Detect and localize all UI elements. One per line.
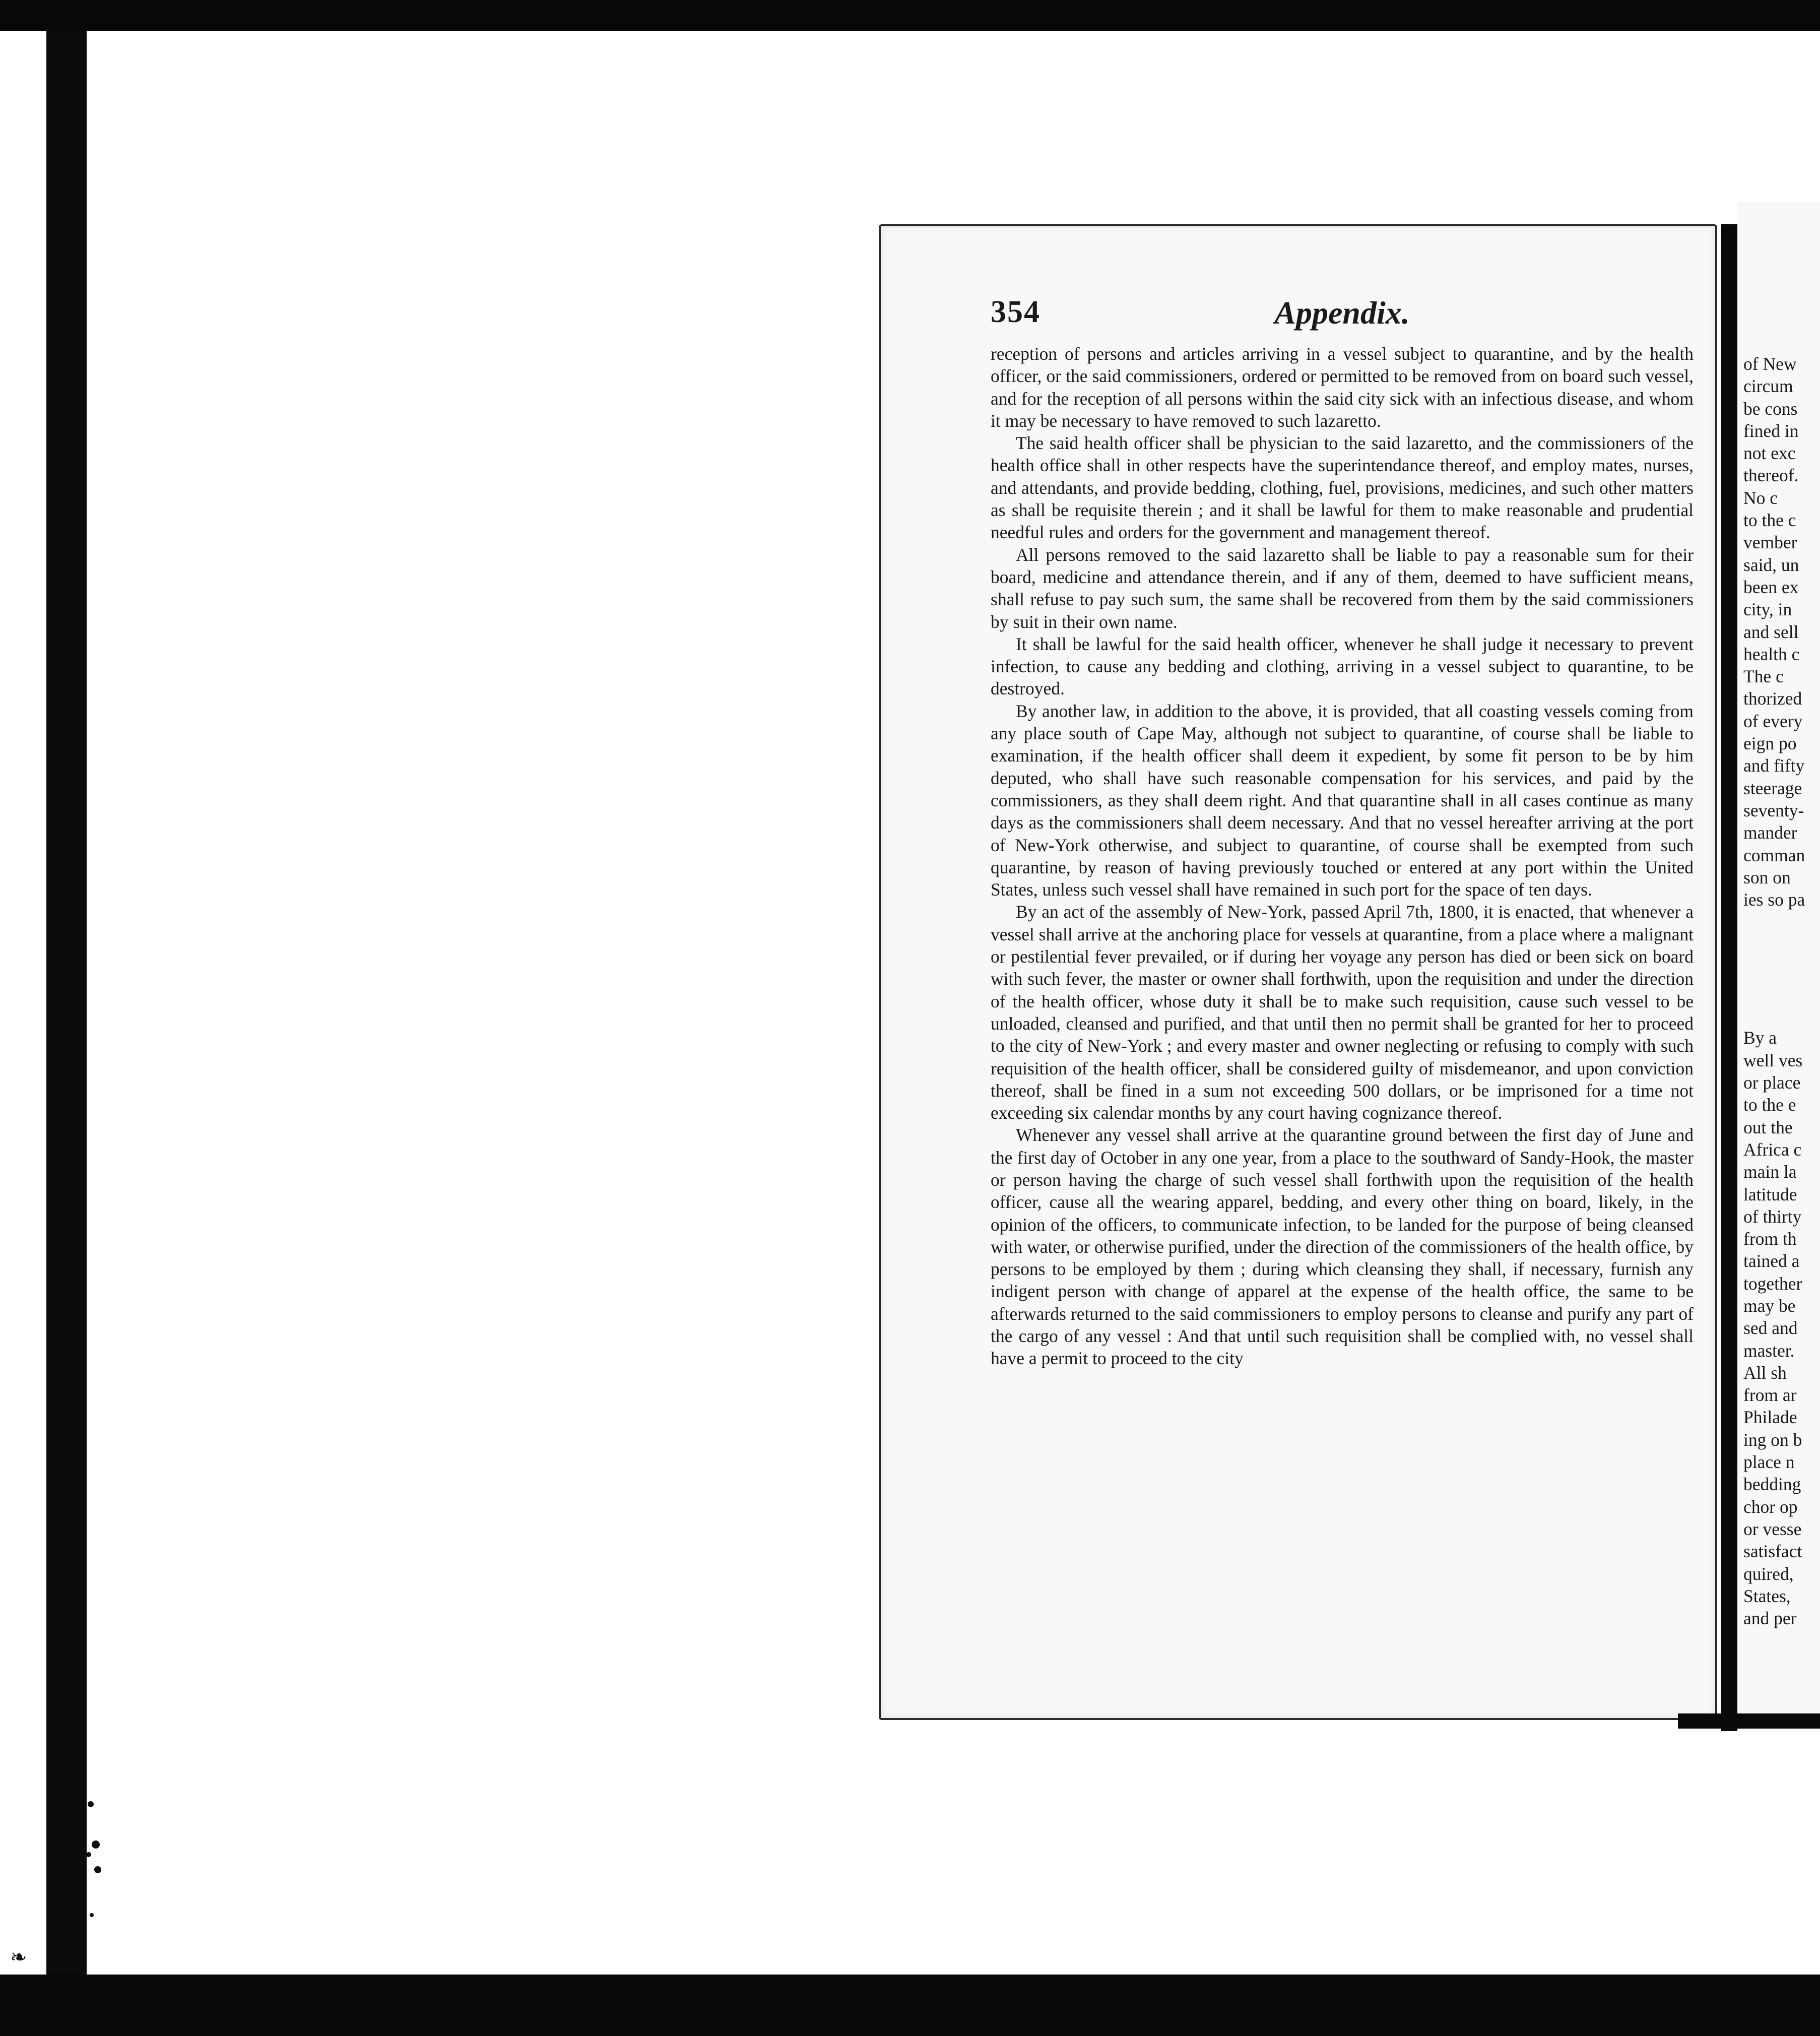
scan-margin-left — [0, 31, 46, 1975]
next-page-line: Philade — [1743, 1407, 1797, 1428]
paragraph: By another law, in addition to the above, it is provided, that all coasting vessels coming from any place south of Cape May, although not subject to quarantine, of course shall be liable to examination, if the health officer shall deem it expedient, by some fit person to be by him deputed, who shall have such reasonable compensation for his services, and paid by the commissioners, as they shall deem right. And that quarantine shall in all cases continue as many days as the commissioners shall deem necessary. And that no vessel hereafter arriving at the port of New-York otherwise, and subject to quarantine, of course shall be exempted from such quarantine, by reason of having previously touched or entered at any port within the United States, unless such vessel shall have remained in such port for the space of ten days. — [991, 701, 1694, 900]
next-page-line: sed and — [1743, 1318, 1798, 1339]
scan-border-bottom — [0, 1975, 1820, 2036]
next-page-line: to the c — [1743, 510, 1796, 531]
next-page-line: circum — [1743, 376, 1793, 397]
next-page-line: not exc — [1743, 443, 1796, 464]
next-page-line: and per — [1743, 1608, 1797, 1629]
next-page-line: fined in — [1743, 420, 1799, 441]
next-page-line: of New — [1743, 354, 1797, 374]
next-page-line: of every — [1743, 711, 1803, 731]
book-page-left — [879, 224, 1717, 1720]
page-content — [991, 294, 1694, 1690]
next-page-line: son on — [1743, 867, 1791, 887]
book-spine — [1721, 224, 1737, 1731]
corner-glyph: ❧ — [10, 1946, 27, 1968]
next-page-line: together — [1743, 1273, 1802, 1294]
next-page-line: mander — [1743, 822, 1797, 843]
next-page-line: from th — [1743, 1229, 1797, 1249]
paragraph: reception of persons and articles arriving in a vessel subject to quarantine, and by the health officer, or the said commissioners, ordered or permitted to be removed from on board such vessel, and for the reception of all persons within the said city sick with an infectious disease, and whom it may be necessary to have removed to such lazaretto. — [991, 344, 1694, 431]
next-page-line: from ar — [1743, 1385, 1797, 1406]
next-page-text — [1743, 353, 1820, 1629]
book-spine-foot — [1678, 1713, 1820, 1729]
paragraph: By an act of the assembly of New-York, passed April 7th, 1800, it is enacted, that whenever a vessel shall arrive at the anchoring place for vessels at quarantine, from a place where a malignant or pestilential fever prevailed, or if during her voyage any person has died or been sick on board with such fever, the master or owner shall forthwith, upon the requisition and under the direction of the health officer, whose duty it shall be to make such requisition, cause such vessel to be unloaded, cleansed and purified, and that until then no permit shall be granted for her to proceed to the city of New-York ; and every master and owner neglecting or refusing to comply with such requisition of the health officer, shall be considered guilty of misdemeanor, and upon conviction thereof, shall be fined in a sum not exceeding 500 dollars, or be imprisoned for a time not exceeding six calendar months by any court having cognizance thereof. — [991, 902, 1694, 1123]
running-title: Appendix. — [1274, 295, 1410, 331]
next-page-line: master. — [1743, 1340, 1795, 1361]
book-page-right-partial — [1737, 202, 1820, 1713]
paragraph: Whenever any vessel shall arrive at the quarantine ground between the first day of June and the first day of October in any one year, from a place to the southward of Sandy-Hook, the master or person having the charge of such vessel shall forthwith upon the requisition of the health officer, cause all the wearing apparel, bedding, and every other thing on board, likely, in the opinion of the officers, to communicate infection, to be landed for the purpose of being cleansed with water, or otherwise purified, under the direction of the commissioners of the health office, by persons to be employed by them ; during which cleansing they shall, if necessary, furnish any indigent person with change of apparel at the expense of the health office, the same to be afterwards returned to the said commissioners to employ persons to cleanse and purify any part of the cargo of any vessel : And that until such requisition shall be complied with, no vessel shall have a permit to proceed to the city — [991, 1125, 1694, 1369]
next-page-line: ies so pa — [1743, 889, 1805, 910]
next-page-line: well ves — [1743, 1050, 1803, 1070]
next-page-line: and fifty — [1743, 755, 1805, 776]
next-page-line — [1743, 911, 1820, 1027]
body-text — [991, 343, 1694, 1370]
next-page-line: latitude — [1743, 1184, 1797, 1204]
next-page-line: of thirty — [1743, 1206, 1802, 1227]
paragraph: All persons removed to the said lazaretto shall be liable to pay a reasonable sum for their board, medicine and attendance therein, and if any of them, deemed to have sufficient means, shall refuse to pay such sum, the same shall be recovered from them by the said commissioners by suit in their own name. — [991, 544, 1694, 632]
next-page-line: to the e — [1743, 1095, 1796, 1115]
next-page-line: place n — [1743, 1452, 1795, 1473]
next-page-line: and sell — [1743, 621, 1799, 642]
next-page-line: quired, — [1743, 1563, 1794, 1584]
next-page-line: chor op — [1743, 1496, 1798, 1517]
next-page-line: No c — [1743, 487, 1778, 508]
page-header — [991, 294, 1694, 343]
next-page-line: bedding — [1743, 1474, 1801, 1495]
next-page-line: By a — [1743, 1028, 1777, 1048]
next-page-line: steerage — [1743, 778, 1802, 798]
next-page-line: been ex — [1743, 577, 1799, 597]
paragraph: It shall be lawful for the said health officer, whenever he shall judge it necessary to prevent infection, to cause any bedding and clothing, arriving in a vessel subject to quarantine, to be destroyed. — [991, 633, 1694, 699]
next-page-line: thorized — [1743, 688, 1802, 709]
scan-border-top — [0, 0, 1820, 31]
page-number: 354 — [991, 295, 1041, 329]
next-page-line: States, — [1743, 1585, 1791, 1606]
next-page-line: health c — [1743, 644, 1800, 664]
next-page-line: vember — [1743, 532, 1797, 553]
next-page-line: city, in — [1743, 599, 1792, 620]
next-page-line: be cons — [1743, 398, 1798, 419]
next-page-line: satisfact — [1743, 1541, 1802, 1562]
next-page-line: ing on b — [1743, 1429, 1802, 1450]
next-page-line: comman — [1743, 845, 1805, 865]
next-page-line: main la — [1743, 1162, 1797, 1182]
next-page-line: out the — [1743, 1117, 1793, 1137]
next-page-line: tained a — [1743, 1251, 1800, 1271]
scan-specks — [76, 1784, 111, 1976]
next-page-line: Africa c — [1743, 1139, 1802, 1160]
next-page-line: or place — [1743, 1072, 1801, 1093]
paragraph: The said health officer shall be physician to the said lazaretto, and the commissioners of the health office shall in other respects have the superintendance thereof, and employ mates, nurses, and attendants, and provide bedding, clothing, fuel, provisions, medicines, and such other matters as shall be requisite therein ; and it shall be lawful for them to make reasonable and prudential needful rules and orders for the government and management thereof. — [991, 433, 1694, 543]
next-page-line: may be — [1743, 1295, 1796, 1316]
next-page-line: seventy- — [1743, 800, 1804, 820]
next-page-line: or vesse — [1743, 1518, 1802, 1539]
next-page-line: thereof. — [1743, 465, 1799, 486]
scan-border-left — [46, 31, 87, 1975]
next-page-line: eign po — [1743, 733, 1797, 754]
next-page-line: said, un — [1743, 554, 1799, 575]
next-page-line: The c — [1743, 666, 1784, 687]
next-page-line: All sh — [1743, 1362, 1787, 1383]
